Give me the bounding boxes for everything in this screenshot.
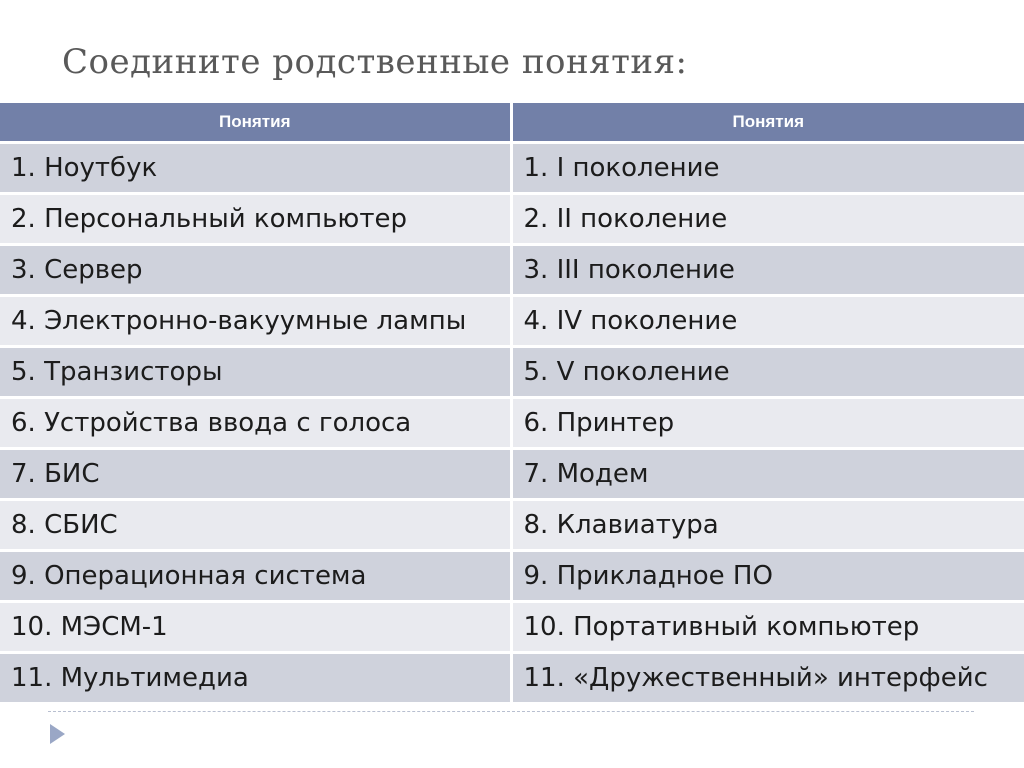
table-row: [0, 500, 1024, 551]
table-cell-right: 4. IV поколение: [511, 296, 1024, 347]
table-cell-left: 1. Ноутбук: [0, 143, 511, 194]
table-cell-left: 2. Персональный компьютер: [0, 194, 511, 245]
table-cell-right: 9. Прикладное ПО: [511, 551, 1024, 602]
column-header-left: Понятия: [0, 103, 511, 143]
table-cell-right: 11. «Дружественный» интерфейс: [511, 653, 1024, 704]
table-cell-right: 10. Портативный компьютер: [511, 602, 1024, 653]
footer-divider: [48, 711, 974, 712]
table-cell-right: 5. V поколение: [511, 347, 1024, 398]
concepts-table: [0, 103, 1024, 705]
table-cell-right: 2. II поколение: [511, 194, 1024, 245]
table-cell-left: 8. СБИС: [0, 500, 511, 551]
table-cell-left: 10. МЭСМ-1: [0, 602, 511, 653]
table-row: [0, 449, 1024, 500]
table-header-row: [0, 103, 1024, 143]
slide-title: Соедините родственные понятия:: [62, 42, 688, 82]
table-row: [0, 296, 1024, 347]
table-cell-right: 6. Принтер: [511, 398, 1024, 449]
table-row: [0, 398, 1024, 449]
table-row: [0, 653, 1024, 704]
table-row: [0, 245, 1024, 296]
table-cell-left: 3. Сервер: [0, 245, 511, 296]
play-triangle-icon: [50, 724, 65, 744]
table-cell-right: 3. III поколение: [511, 245, 1024, 296]
table-row: [0, 143, 1024, 194]
table-cell-right: 8. Клавиатура: [511, 500, 1024, 551]
table-cell-right: 7. Модем: [511, 449, 1024, 500]
table-cell-left: 11. Мультимедиа: [0, 653, 511, 704]
table-cell-left: 4. Электронно-вакуумные лампы: [0, 296, 511, 347]
column-header-right: Понятия: [511, 103, 1024, 143]
table-cell-left: 9. Операционная система: [0, 551, 511, 602]
table-cell-right: 1. I поколение: [511, 143, 1024, 194]
table-row: [0, 347, 1024, 398]
table-cell-left: 6. Устройства ввода с голоса: [0, 398, 511, 449]
table-cell-left: 5. Транзисторы: [0, 347, 511, 398]
table-row: [0, 194, 1024, 245]
table-row: [0, 551, 1024, 602]
table-row: [0, 602, 1024, 653]
table-cell-left: 7. БИС: [0, 449, 511, 500]
